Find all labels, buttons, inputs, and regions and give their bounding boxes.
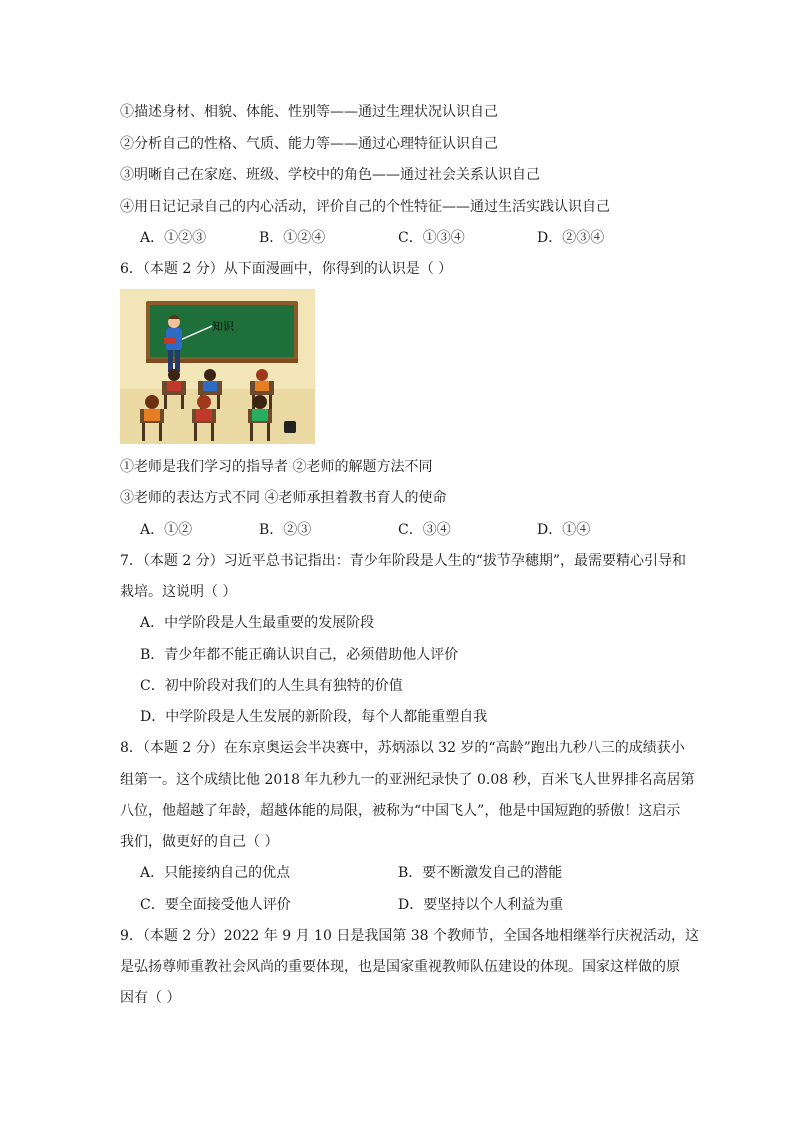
q6-option-b: B．②③: [259, 522, 312, 538]
q8-stem-line-3: 八位，他超越了年龄，超越体能的局限，被称为“中国飞人”，他是中国短跑的骄傲！这启示: [120, 803, 681, 819]
q5-option-d: D．②③④: [537, 230, 605, 246]
q6-stem: 6．（本题 2 分）从下面漫画中，你得到的认识是（ ）: [120, 261, 453, 277]
q6-item-2: ③老师的表达方式不同 ④老师承担着教书育人的使命: [120, 490, 447, 506]
q9-stem-line-2: 是弘扬尊师重教社会风尚的重要体现，也是国家重视教师队伍建设的体现。国家这样做的原: [120, 959, 680, 975]
q5-item-4: ④用日记记录自己的内心活动，评价自己的个性特征——通过生活实践认识自己: [120, 199, 610, 215]
q7-stem-line-1: 7．（本题 2 分）习近平总书记指出：青少年阶段是人生的“拔节孕穗期”，最需要精心引导和: [120, 553, 687, 569]
q6-option-d: D．①④: [537, 522, 591, 538]
q5-item-1: ①描述身材、相貌、体能、性别等——通过生理状况认识自己: [120, 104, 498, 120]
q7-stem-line-2: 栽培。这说明（ ）: [120, 584, 237, 600]
q6-item-1: ①老师是我们学习的指导者 ②老师的解题方法不同: [120, 459, 433, 475]
q5-option-b: B．①②④: [259, 230, 326, 246]
q8-stem-line-2: 组第一。这个成绩比他 2018 年九秒九一的亚洲纪录快了 0.08 秒，百米飞人世界排名高居第: [120, 772, 695, 788]
q8-stem-line-1: 8．（本题 2 分）在东京奥运会半决赛中，苏炳添以 32 岁的“高龄”跑出九秒八三的成绩获小: [120, 740, 685, 756]
q8-option-c: C．要全面接受他人评价: [140, 897, 291, 913]
q8-option-a: A．只能接纳自己的优点: [140, 865, 291, 881]
classroom-cartoon-image: [120, 289, 315, 444]
q9-stem-line-1: 9．（本题 2 分）2022 年 9 月 10 日是我国第 38 个教师节，全国各地相继举行庆祝活动，这: [120, 928, 700, 944]
q5-option-a: A．①②③: [140, 230, 207, 246]
q5-option-c: C．①③④: [398, 230, 465, 246]
q5-item-2: ②分析自己的性格、气质、能力等——通过心理特征认识自己: [120, 136, 498, 152]
q5-item-3: ③明晰自己在家庭、班级、学校中的角色——通过社会关系认识自己: [120, 167, 540, 183]
q7-option-a: A．中学阶段是人生最重要的发展阶段: [140, 615, 375, 631]
q7-option-d: D．中学阶段是人生发展的新阶段，每个人都能重塑自我: [140, 709, 488, 725]
q8-option-b: B．要不断激发自己的潜能: [398, 865, 563, 881]
q8-stem-line-4: 我们，做更好的自己（ ）: [120, 834, 279, 850]
q7-option-c: C．初中阶段对我们的人生具有独特的价值: [140, 678, 403, 694]
q9-stem-line-3: 因有（ ）: [120, 990, 181, 1006]
q7-option-b: B．青少年都不能正确认识自己，必须借助他人评价: [140, 647, 459, 663]
q8-option-d: D．要坚持以个人利益为重: [398, 897, 564, 913]
board-text: 知识: [212, 320, 234, 333]
q6-option-c: C．③④: [398, 522, 451, 538]
q6-option-a: A．①②: [140, 522, 193, 538]
